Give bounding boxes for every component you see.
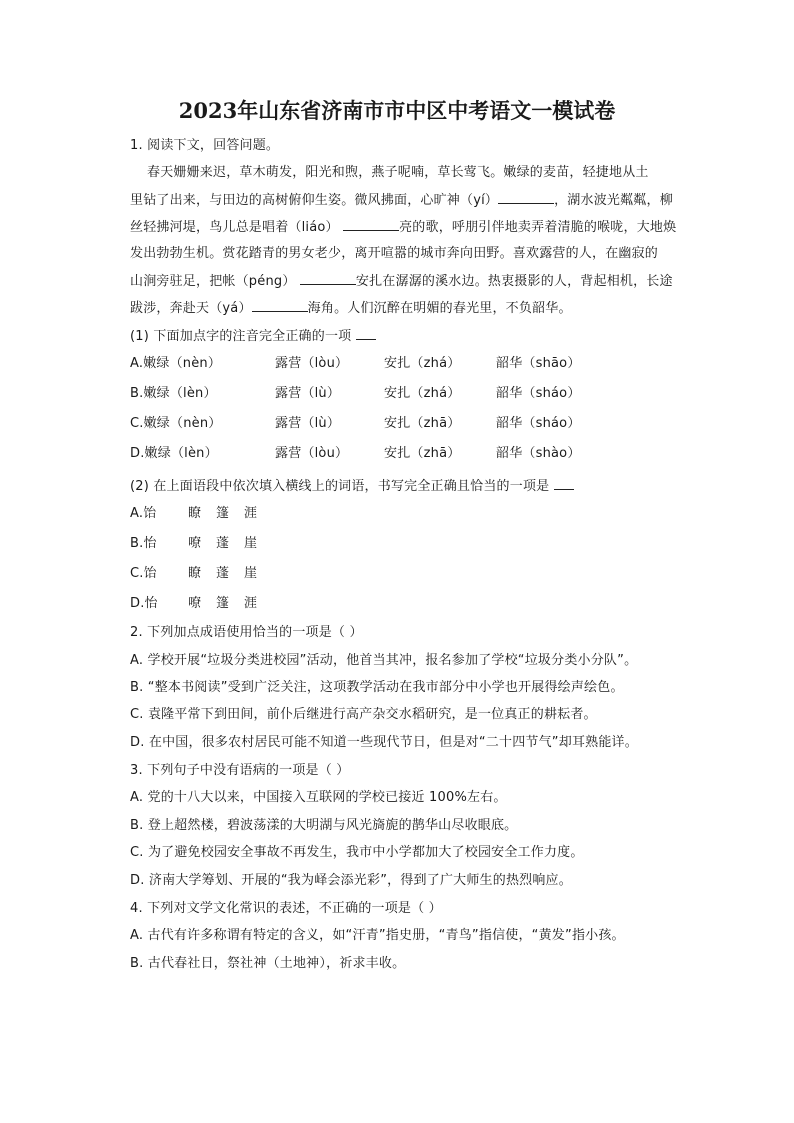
- option-item: B.怡: [130, 536, 157, 551]
- passage-text: 丝轻拂河堤，鸟儿总是唱着（liáo）: [130, 220, 339, 235]
- option-item: 安扎（zhá）: [384, 386, 461, 401]
- passage-line: [130, 272, 673, 291]
- option-row: [130, 535, 330, 553]
- passage-text: 山涧旁驻足，把帐（péng）: [130, 274, 296, 289]
- option-item: 韶华（sháo）: [496, 416, 581, 431]
- option-item: A. 学校开展“垃圾分类进校园”活动，他首当其冲，报名参加了学校“垃圾分类小分队”。: [130, 653, 638, 668]
- option-item: 韶华（sháo）: [496, 386, 581, 401]
- question-4-heading: 4. 下列对文学文化常识的表述，不正确的一项是（ ）: [130, 901, 442, 916]
- question-2-heading: 2. 下列加点成语使用恰当的一项是（ ）: [130, 625, 363, 640]
- option-item: 嘹: [188, 536, 202, 551]
- subquestion-1: [130, 327, 376, 346]
- option-row: [130, 415, 690, 433]
- page-title: 2023年山东省济南市市中区中考语文一模试卷: [178, 98, 616, 123]
- option-item: C. 袁隆平常下到田间，前仆后继进行高产杂交水稻研究，是一位真正的耕耘者。: [130, 707, 597, 722]
- option-item: 瞭: [188, 566, 202, 581]
- option-item: 露营（lòu）: [275, 356, 349, 371]
- question-3-heading: 3. 下列句子中没有语病的一项是（ ）: [130, 763, 350, 778]
- passage-line: [130, 191, 673, 210]
- answer-blank: [356, 327, 376, 340]
- option-item: 篷: [216, 596, 230, 611]
- option-item: D.怡: [130, 596, 158, 611]
- option-item: 篷: [216, 506, 230, 521]
- option-item: 露营（lù）: [275, 386, 341, 401]
- option-item: B.嫩绿（lèn）: [130, 386, 217, 401]
- subquestion-text: (1) 下面加点字的注音完全正确的一项: [130, 329, 352, 344]
- subquestion-text: (2) 在上面语段中依次填入横线上的词语，书写完全正确且恰当的一项是: [130, 479, 550, 494]
- option-item: 韶华（shāo）: [496, 356, 581, 371]
- option-item: A.嫩绿（nèn）: [130, 356, 222, 371]
- option-item: B. 登上超然楼，碧波荡漾的大明湖与风光旖旎的鹊华山尽收眼底。: [130, 818, 518, 833]
- option-item: 涯: [244, 596, 258, 611]
- option-item: B. 古代春社日，祭社神（土地神），祈求丰收。: [130, 956, 406, 971]
- option-item: 崖: [244, 566, 258, 581]
- passage-line: [130, 218, 676, 237]
- passage-line: [130, 299, 572, 318]
- answer-blank: [252, 299, 308, 312]
- passage-text: 亮的歌，呼朋引伴地卖弄着清脆的喉咙，大地焕: [399, 220, 677, 235]
- option-row: [130, 445, 690, 463]
- option-item: B. “整本书阅读”受到广泛关注，这项教学活动在我市部分中小学也开展得绘声绘色。: [130, 680, 624, 695]
- option-item: C.嫩绿（nèn）: [130, 416, 222, 431]
- passage-text: 跋涉，奔赴天（yá）: [130, 301, 252, 316]
- option-row: [130, 565, 330, 583]
- option-item: 安扎（zhā）: [384, 446, 461, 461]
- option-item: A. 古代有许多称谓有特定的含义，如“汗青”指史册，“青鸟”指信使，“黄发”指小孩。: [130, 928, 625, 943]
- option-item: 韶华（shào）: [496, 446, 581, 461]
- answer-blank: [554, 477, 574, 490]
- answer-blank: [498, 191, 554, 204]
- answer-blank: [343, 218, 399, 231]
- option-item: A. 党的十八大以来，中国接入互联网的学校已接近 100%左右。: [130, 790, 507, 805]
- option-item: D. 济南大学筹划、开展的“我为峄会添光彩”，得到了广大师生的热烈响应。: [130, 873, 572, 888]
- option-item: 嘹: [188, 596, 202, 611]
- answer-blank: [300, 272, 356, 285]
- subquestion-2: [130, 477, 574, 496]
- option-item: D.嫩绿（lèn）: [130, 446, 218, 461]
- option-row: [130, 595, 330, 613]
- option-item: 安扎（zhā）: [384, 416, 461, 431]
- passage-text: 海角。人们沉醉在明媚的春光里，不负韶华。: [307, 301, 572, 316]
- option-item: 涯: [244, 506, 258, 521]
- option-item: 露营（lòu）: [275, 446, 349, 461]
- option-item: 安扎（zhá）: [384, 356, 461, 371]
- option-item: 蓬: [216, 566, 230, 581]
- option-row: [130, 355, 690, 373]
- passage-line: 春天姗姗来迟，草木萌发，阳光和煦，燕子呢喃，草长莺飞。嫩绿的麦苗，轻捷地从土: [147, 165, 649, 180]
- passage-line: 发出勃勃生机。赏花踏青的男女老少，离开喧嚣的城市奔向田野。喜欢露营的人，在幽寂的: [130, 246, 659, 261]
- option-row: [130, 385, 690, 403]
- option-item: C. 为了避免校园安全事故不再发生，我市中小学都加大了校园安全工作力度。: [130, 845, 584, 860]
- option-item: D. 在中国，很多农村居民可能不知道一些现代节日，但是对“二十四节气”却耳熟能详。: [130, 735, 638, 750]
- option-item: 蓬: [216, 536, 230, 551]
- passage-text: 里钻了出来，与田边的高树俯仰生姿。微风拂面，心旷神（yí）: [130, 193, 499, 208]
- option-item: A.饴: [130, 506, 157, 521]
- passage-text: 安扎在潺潺的溪水边。热衷摄影的人，背起相机，长途: [355, 274, 673, 289]
- option-item: 露营（lù）: [275, 416, 341, 431]
- passage-text: ，湖水波光粼粼，柳: [554, 193, 673, 208]
- option-row: [130, 505, 330, 523]
- option-item: C.饴: [130, 566, 157, 581]
- question-1-heading: 1. 阅读下文，回答问题。: [130, 138, 280, 153]
- option-item: 崖: [244, 536, 258, 551]
- option-item: 瞭: [188, 506, 202, 521]
